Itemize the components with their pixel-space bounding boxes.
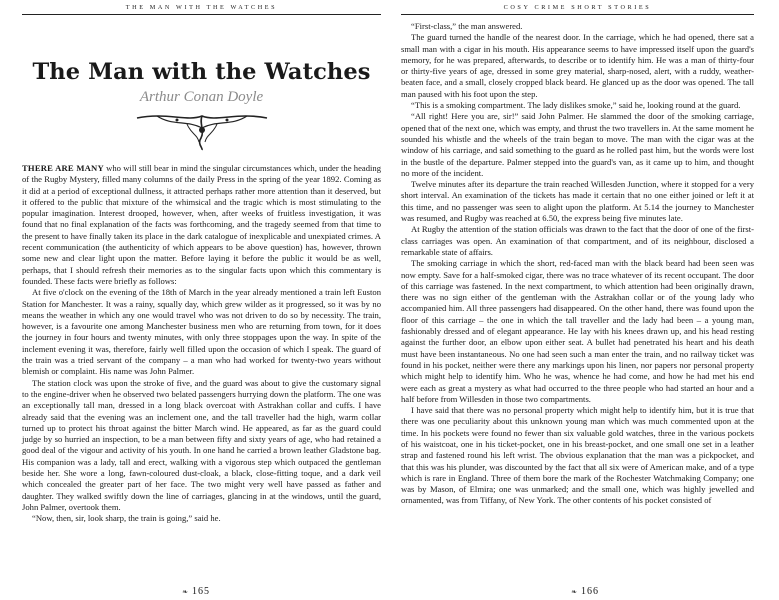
paragraph: At Rugby the attention of the station officials was drawn to the fact that the door of one of the first-class carriages was open. An examination of that compartment, and of its neighbour, disclosed a remarkable state of affairs. xyxy=(401,224,754,257)
paragraph: Twelve minutes after its departure the train reached Willesden Junction, where it stopped for a very short interval. An examination of the tickets has made it certain that no one either joined or left it at this time, and no passenger was seen to alight upon the platform. At 5.14 the journey to Manchester was resumed, and Rugby was reached at 6.50, the express being five minutes late. xyxy=(401,179,754,224)
lead-in-caps: THERE ARE MANY xyxy=(22,163,104,173)
running-head-right: COSY CRIME SHORT STORIES xyxy=(401,0,754,15)
paragraph: I have said that there was no personal property which might help to identify him, but it is true that there was one peculiarity about this unknown young man which was much commented upon at the time. In his pockets were found no fewer than six valuable gold watches, three in the various pockets of his waistcoat, one in his ticket-pocket, one in his breast-pocket, and one small one set in a leather strap and fastened round his left wrist. The obvious explanation that the man was a pickpocket, and that this was his plunder, was discounted by the fact that all six were of American make, and of a type which is rare in England. Three of them bore the mark of the Rochester Watchmaking Company; one was by Mason, of Elmira; one was unmarked; and the small one, which was highly jewelled and ornamented, was from Tiffany, of New York. The other contents of his pocket consisted of xyxy=(401,405,754,506)
paragraph: The guard turned the handle of the nearest door. In the carriage, which he had opened, there sat a small man with a cigar in his mouth. His appearance seems to have impressed itself upon the guard's memory, for he was prepared, afterwards, to describe or to identify him. He was a man of thirty-four or thirty-five years of age, dressed in some grey material, sharp-nosed, alert, with a ruddy, weather-beaten face, and a small, closely cropped black beard. He glanced up as the door was opened. The tall man paused with his foot upon the step. xyxy=(401,32,754,99)
paragraph: “All right! Here you are, sir!” said John Palmer. He slammed the door of the smoking carriage, opened that of the next one, which was empty, and thrust the two travellers in. At the same moment he sounded his whistle and the wheels of the train began to move. The man with the cigar was at the window of his carriage, and said something to the guard as he rolled past him, but the words were lost in the bustle of the departure. Palmer stepped into the guard's van, as it came up to him, and thought no more of the incident. xyxy=(401,111,754,178)
paragraph: The station clock was upon the stroke of five, and the guard was about to give the customary signal to the engine-driver when he observed two belated passengers hurrying down the platform. The one was an exceptionally tall man, dressed in a long black overcoat with Astrakhan collar and cuffs. I have already said that the evening was an inclement one, and the tall traveller had the high, warm collar turned up to protect his throat against the bitter March wind. He appeared, as far as the guard could judge by so hurried an inspection, to be a man between fifty and sixty years of age, who had retained a good deal of the vigour and activity of his youth. In one hand he carried a brown leather Gladstone bag. His companion was a lady, tall and erect, walking with a vigorous step which outpaced the gentleman beside her. She wore a long, fawn-coloured dust-cloak, a black, close-fitting toque, and a dark veil which concealed the greater part of her face. The two might very well have passed as father and daughter. They walked swiftly down the line of carriages, glancing in at the windows, until the guard, John Palmer, overtook them. xyxy=(22,377,381,512)
paragraph: “First-class,” the man answered. xyxy=(411,21,523,31)
story-title: The Man with the Watches xyxy=(32,59,371,85)
left-body-text xyxy=(22,163,381,525)
page-number: 165 xyxy=(191,586,210,597)
folio-left xyxy=(0,586,389,597)
left-page xyxy=(0,0,389,600)
author-name: Arthur Conan Doyle xyxy=(139,89,264,105)
flourish-ornament-icon xyxy=(127,108,277,152)
folio-right xyxy=(389,586,778,597)
opening-paragraph xyxy=(22,163,381,287)
folio-ornament-icon: ❧ xyxy=(571,588,578,596)
folio-ornament-icon: ❧ xyxy=(182,588,189,596)
right-page xyxy=(389,0,778,600)
page-number: 166 xyxy=(580,586,599,597)
title-block xyxy=(22,59,381,163)
paragraph: At five o'clock on the evening of the 18th of March in the year already mentioned a train left Euston Station for Manchester. It was a rainy, squally day, which grew wilder as it progressed, so it was by no means the weather in which any one would travel who was not driven to do so by necessity. The train, however, is a favourite one among Manchester business men who are returning from town, for it does the journey in four hours and twenty minutes, with only three stoppages upon the way. In spite of the inclement evening it was, therefore, fairly well filled upon the occasion of which I speak. The guard of the train was a tried servant of the company – a man who had worked for twenty-two years without blemish or complaint. His name was John Palmer. xyxy=(22,287,381,377)
paragraph: “This is a smoking compartment. The lady dislikes smoke,” said he, looking round at the guard. xyxy=(411,100,741,111)
right-body-text xyxy=(401,21,754,507)
paragraph: “Now, then, sir, look sharp, the train is going,” said he. xyxy=(32,513,221,524)
paragraph: The smoking carriage in which the short, red-faced man with the black beard had been seen was now empty. Save for a half-smoked cigar, there was no trace whatever of its recent occupant. The door of this carriage was fastened. In the next compartment, to which attention had been originally drawn, there was no sign either of the gentleman with the Astrakhan collar or of the young lady who accompanied him. All three passengers had disappeared. On the other hand, there was found upon the floor of this carriage – the one in which the tall traveller and the lady had been – a young man, fashionably dressed and of elegant appearance. He lay with his knees drawn up, and his head resting against the further door, an elbow upon either seat. A bullet had penetrated his heart and his death must have been instantaneous. No one had seen such a man enter the train, and no railway ticket was found in his pocket, neither were there any markings upon his linen, nor papers nor personal property which might help to identify him. Who he was, whence he had come, and how he had met his end were each as great a mystery as what had occurred to the three people who had started an hour and a half before from Willesden in those two compartments. xyxy=(401,258,754,404)
paragraph-text: who will still bear in mind the singular circumstances which, under the heading of the Rugby Mystery, filled many columns of the daily Press in the spring of the year 1892. Coming as it did at a period of exceptional dullness, it attracted perhaps rather more attention than it deserved, but it offered to the public that mixture of the whimsical and the tragic which is most stimulating to the popular imagination. Interest drooped, however, when, after weeks of fruitless investigation, it was found that no final explanation of the facts was forthcoming, and the tragedy seemed from that time to the present to have finally taken its place in the dark catalogue of inexplicable and unexpiated crimes. A recent communication (the authenticity of which appears to be above question) has, however, thrown some new and clear light upon the matter. Before laying it before the public it would be as well, perhaps, that I should refresh their memories as to the singular facts upon which this commentary is founded. These facts were briefly as follows: xyxy=(22,163,381,286)
running-head-left: THE MAN WITH THE WATCHES xyxy=(22,0,381,15)
